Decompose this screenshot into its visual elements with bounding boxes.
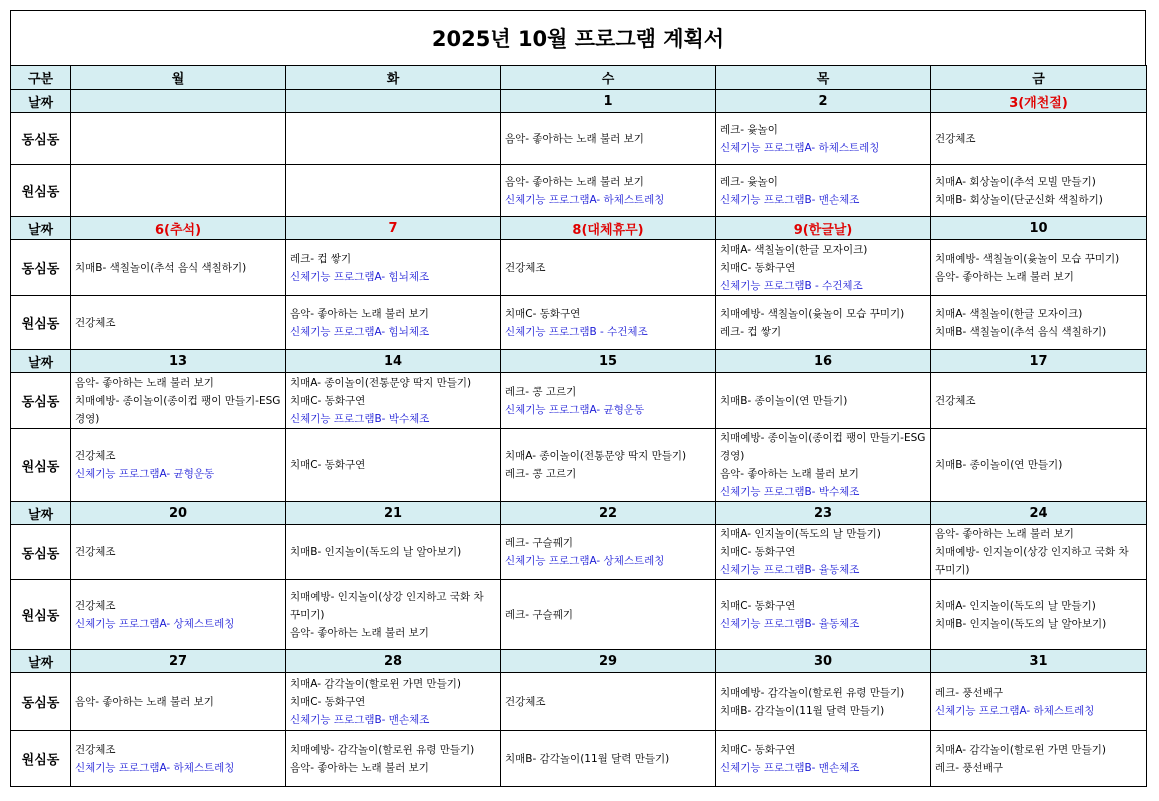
program-cell-thu	[716, 429, 931, 502]
program-cell-fri	[931, 240, 1147, 296]
program-cell-fri	[931, 731, 1147, 787]
program-item: 레크- 구슬꿰기	[505, 537, 573, 549]
date-cell-wed: 1	[501, 90, 716, 113]
program-item: 음악- 좋아하는 노래 불러 보기	[75, 695, 214, 708]
day-header-mon: 월	[71, 66, 286, 90]
program-cell-tue	[286, 429, 501, 502]
program-item: 음악- 좋아하는 노래 불러 보기	[505, 175, 644, 188]
program-row	[11, 673, 1147, 731]
program-cell-tue	[286, 373, 501, 429]
program-cell-tue	[286, 240, 501, 296]
program-item: 건강체조	[75, 546, 116, 558]
program-item: 신체기능 프로그램B - 수건체조	[505, 325, 648, 338]
date-cell-thu: 9(한글날)	[716, 217, 931, 240]
program-item: 신체기능 프로그램B - 수건체조	[720, 279, 863, 292]
program-cell-thu	[716, 240, 931, 296]
schedule-table	[10, 65, 1147, 787]
program-item: 치매B- 회상놀이(단군신화 색칠하기)	[935, 193, 1103, 206]
program-cell-wed	[501, 165, 716, 217]
program-cell-mon	[71, 673, 286, 731]
program-item: 레크- 구슬꿰기	[505, 608, 573, 621]
date-cell-thu: 16	[716, 350, 931, 373]
program-plan-sheet	[10, 10, 1146, 787]
program-item: 건강체조	[75, 599, 116, 612]
date-label: 날짜	[11, 350, 71, 373]
program-item: 레크- 컵 쌓기	[290, 252, 352, 265]
date-row	[11, 217, 1147, 240]
program-cell-tue	[286, 296, 501, 350]
program-item: 치매예방- 색칠놀이(윷놀이 모습 꾸미기)	[935, 252, 1120, 265]
program-cell-thu	[716, 373, 931, 429]
program-item: 치매A- 인지놀이(독도의 날 만들기)	[720, 528, 881, 540]
program-row	[11, 525, 1147, 580]
date-label: 날짜	[11, 502, 71, 525]
program-item: 신체기능 프로그램A- 균형운동	[505, 403, 645, 416]
program-cell-mon	[71, 373, 286, 429]
program-cell-tue	[286, 731, 501, 787]
program-cell-fri	[931, 165, 1147, 217]
program-item: 치매A- 색칠놀이(한글 모자이크)	[935, 307, 1083, 320]
program-item: 신체기능 프로그램A- 상체스트레칭	[75, 617, 235, 630]
header-row	[11, 66, 1147, 90]
program-item: 신체기능 프로그램B- 율동체조	[720, 564, 860, 576]
program-item: 신체기능 프로그램A- 상체스트레칭	[505, 555, 665, 567]
date-cell-wed: 22	[501, 502, 716, 525]
day-header-wed: 수	[501, 66, 716, 90]
date-cell-fri: 17	[931, 350, 1147, 373]
program-cell-thu	[716, 580, 931, 650]
program-cell-thu	[716, 673, 931, 731]
program-item: 신체기능 프로그램B- 율동체조	[720, 617, 860, 630]
program-cell-fri	[931, 373, 1147, 429]
program-item: 신체기능 프로그램A- 하체스트레칭	[75, 761, 235, 774]
program-item: 치매B- 감각놀이(11월 달력 만들기)	[720, 704, 885, 717]
program-item: 신체기능 프로그램B- 맨손체조	[720, 761, 860, 774]
program-row	[11, 429, 1147, 502]
program-item: 음악- 좋아하는 노래 불러 보기	[75, 376, 214, 389]
program-cell-wed	[501, 731, 716, 787]
ward-label: 동심동	[11, 240, 71, 296]
date-cell-fri: 24	[931, 502, 1147, 525]
program-item: 치매A- 색칠놀이(한글 모자이크)	[720, 243, 868, 256]
program-item: 치매C- 동화구연	[720, 546, 796, 558]
program-cell-mon	[71, 113, 286, 165]
program-item: 치매A- 감각놀이(할로윈 가면 만들기)	[935, 743, 1106, 756]
program-cell-tue	[286, 525, 501, 580]
program-item: 치매C- 동화구연	[720, 261, 796, 274]
program-item: 음악- 좋아하는 노래 불러 보기	[720, 468, 859, 480]
program-cell-wed	[501, 373, 716, 429]
date-label: 날짜	[11, 650, 71, 673]
program-row	[11, 373, 1147, 429]
program-cell-thu	[716, 296, 931, 350]
program-item: 신체기능 프로그램A- 힘뇌체조	[290, 325, 430, 338]
ward-label: 동심동	[11, 673, 71, 731]
program-cell-wed	[501, 673, 716, 731]
program-cell-fri	[931, 525, 1147, 580]
program-cell-wed	[501, 580, 716, 650]
program-cell-thu	[716, 165, 931, 217]
program-item: 치매B- 색칠놀이(추석 음식 색칠하기)	[75, 261, 247, 274]
date-cell-thu: 23	[716, 502, 931, 525]
program-item: 치매A- 감각놀이(할로윈 가면 만들기)	[290, 677, 461, 690]
page-title: 2025년 10월 프로그램 계획서	[10, 10, 1146, 65]
program-cell-mon	[71, 240, 286, 296]
program-item: 치매예방- 종이놀이(종이컵 팽이 만들기-ESG경영)	[720, 432, 926, 462]
program-item: 신체기능 프로그램B- 맨손체조	[290, 713, 430, 726]
ward-label: 원심동	[11, 296, 71, 350]
program-cell-thu	[716, 525, 931, 580]
date-cell-fri: 31	[931, 650, 1147, 673]
program-item: 신체기능 프로그램A- 하체스트레칭	[505, 193, 665, 206]
program-item: 레크- 풍선배구	[935, 686, 1003, 699]
program-item: 음악- 좋아하는 노래 불러 보기	[290, 626, 429, 639]
program-item: 건강체조	[505, 261, 546, 274]
program-row	[11, 580, 1147, 650]
program-cell-tue	[286, 580, 501, 650]
date-cell-mon: 27	[71, 650, 286, 673]
program-item: 치매B- 인지놀이(독도의 날 알아보기)	[935, 617, 1107, 630]
day-header-fri: 금	[931, 66, 1147, 90]
program-item: 치매B- 인지놀이(독도의 날 알아보기)	[290, 546, 462, 558]
day-header-tue: 화	[286, 66, 501, 90]
program-item: 레크- 콩 고르기	[505, 468, 577, 480]
program-item: 음악- 좋아하는 노래 불러 보기	[290, 307, 429, 320]
date-row	[11, 350, 1147, 373]
program-cell-fri	[931, 673, 1147, 731]
ward-label: 원심동	[11, 429, 71, 502]
ward-label: 원심동	[11, 165, 71, 217]
ward-label: 원심동	[11, 731, 71, 787]
program-item: 치매C- 동화구연	[290, 459, 366, 471]
program-cell-wed	[501, 429, 716, 502]
program-item: 치매예방- 감각놀이(할로윈 유령 만들기)	[290, 743, 475, 756]
program-item: 치매C- 동화구연	[505, 307, 581, 320]
program-cell-mon	[71, 165, 286, 217]
program-item: 신체기능 프로그램A- 하체스트레칭	[720, 141, 880, 154]
date-label: 날짜	[11, 90, 71, 113]
date-cell-thu: 30	[716, 650, 931, 673]
program-row	[11, 165, 1147, 217]
program-item: 신체기능 프로그램B- 박수체조	[290, 412, 430, 425]
program-item: 치매예방- 감각놀이(할로윈 유령 만들기)	[720, 686, 905, 699]
date-label: 날짜	[11, 217, 71, 240]
program-row	[11, 731, 1147, 787]
program-item: 음악- 좋아하는 노래 불러 보기	[935, 270, 1074, 283]
program-cell-tue	[286, 165, 501, 217]
program-item: 치매A- 종이놀이(전통문양 딱지 만들기)	[290, 376, 472, 389]
ward-label: 동심동	[11, 525, 71, 580]
program-cell-thu	[716, 731, 931, 787]
ward-label: 동심동	[11, 373, 71, 429]
program-cell-thu	[716, 113, 931, 165]
date-cell-tue: 28	[286, 650, 501, 673]
program-item: 치매예방- 인지놀이(상강 인지하고 국화 차 꾸미기)	[290, 590, 484, 621]
program-item: 치매B- 감각놀이(11월 달력 만들기)	[505, 752, 670, 765]
program-item: 치매B- 종이놀이(연 만들기)	[935, 459, 1063, 471]
program-cell-fri	[931, 429, 1147, 502]
date-row	[11, 502, 1147, 525]
program-item: 치매예방- 인지놀이(상강 인지하고 국화 차 꾸미기)	[935, 546, 1129, 576]
program-cell-mon	[71, 731, 286, 787]
program-row	[11, 296, 1147, 350]
day-header-thu: 목	[716, 66, 931, 90]
program-item: 신체기능 프로그램A- 하체스트레칭	[935, 704, 1095, 717]
program-cell-mon	[71, 580, 286, 650]
program-cell-fri	[931, 580, 1147, 650]
program-cell-fri	[931, 296, 1147, 350]
program-cell-mon	[71, 429, 286, 502]
date-row	[11, 650, 1147, 673]
program-cell-tue	[286, 113, 501, 165]
program-item: 치매C- 동화구연	[290, 394, 366, 407]
program-item: 치매A- 회상놀이(추석 모빌 만들기)	[935, 175, 1096, 188]
program-item: 치매A- 인지놀이(독도의 날 만들기)	[935, 599, 1096, 612]
program-item: 신체기능 프로그램A- 힘뇌체조	[290, 270, 430, 283]
program-row	[11, 240, 1147, 296]
program-item: 건강체조	[75, 743, 116, 756]
program-item: 레크- 콩 고르기	[505, 385, 577, 398]
program-item: 치매B- 종이놀이(연 만들기)	[720, 394, 848, 407]
program-item: 치매A- 종이놀이(전통문양 딱지 만들기)	[505, 450, 687, 462]
program-item: 건강체조	[75, 450, 116, 462]
program-item: 치매예방- 종이놀이(종이컵 팽이 만들기-ESG경영)	[75, 394, 281, 425]
program-item: 치매예방- 색칠놀이(윷놀이 모습 꾸미기)	[720, 307, 905, 320]
date-cell-wed: 15	[501, 350, 716, 373]
program-item: 신체기능 프로그램B- 맨손체조	[720, 193, 860, 206]
program-item: 레크- 윷놀이	[720, 175, 778, 188]
date-cell-mon: 20	[71, 502, 286, 525]
program-item: 음악- 좋아하는 노래 불러 보기	[935, 528, 1074, 540]
program-item: 치매B- 색칠놀이(추석 음식 색칠하기)	[935, 325, 1107, 338]
date-cell-tue: 14	[286, 350, 501, 373]
program-item: 신체기능 프로그램A- 균형운동	[75, 468, 215, 480]
program-row	[11, 113, 1147, 165]
program-cell-tue	[286, 673, 501, 731]
program-item: 레크- 컵 쌓기	[720, 325, 782, 338]
date-cell-tue: 7	[286, 217, 501, 240]
date-row	[11, 90, 1147, 113]
program-item: 건강체조	[935, 132, 976, 145]
program-item: 음악- 좋아하는 노래 불러 보기	[290, 761, 429, 774]
date-cell-mon: 6(추석)	[71, 217, 286, 240]
program-item: 치매C- 동화구연	[720, 743, 796, 756]
program-item: 치매C- 동화구연	[720, 599, 796, 612]
program-item: 레크- 윷놀이	[720, 123, 778, 136]
program-item: 신체기능 프로그램B- 박수체조	[720, 486, 860, 498]
program-item: 레크- 풍선배구	[935, 761, 1003, 774]
ward-label: 원심동	[11, 580, 71, 650]
date-cell-wed: 8(대체휴무)	[501, 217, 716, 240]
program-cell-wed	[501, 240, 716, 296]
ward-label: 동심동	[11, 113, 71, 165]
program-cell-mon	[71, 525, 286, 580]
date-cell-wed: 29	[501, 650, 716, 673]
program-cell-wed	[501, 113, 716, 165]
date-cell-tue	[286, 90, 501, 113]
program-item: 치매C- 동화구연	[290, 695, 366, 708]
date-cell-fri: 10	[931, 217, 1147, 240]
date-cell-thu: 2	[716, 90, 931, 113]
program-item: 건강체조	[935, 394, 976, 407]
date-cell-mon: 13	[71, 350, 286, 373]
date-cell-fri: 3(개천절)	[931, 90, 1147, 113]
program-item: 음악- 좋아하는 노래 불러 보기	[505, 132, 644, 145]
program-item: 건강체조	[505, 695, 546, 708]
program-cell-wed	[501, 525, 716, 580]
header-label: 구분	[11, 66, 71, 90]
date-cell-mon	[71, 90, 286, 113]
program-item: 건강체조	[75, 316, 116, 329]
program-cell-fri	[931, 113, 1147, 165]
date-cell-tue: 21	[286, 502, 501, 525]
program-cell-wed	[501, 296, 716, 350]
program-cell-mon	[71, 296, 286, 350]
